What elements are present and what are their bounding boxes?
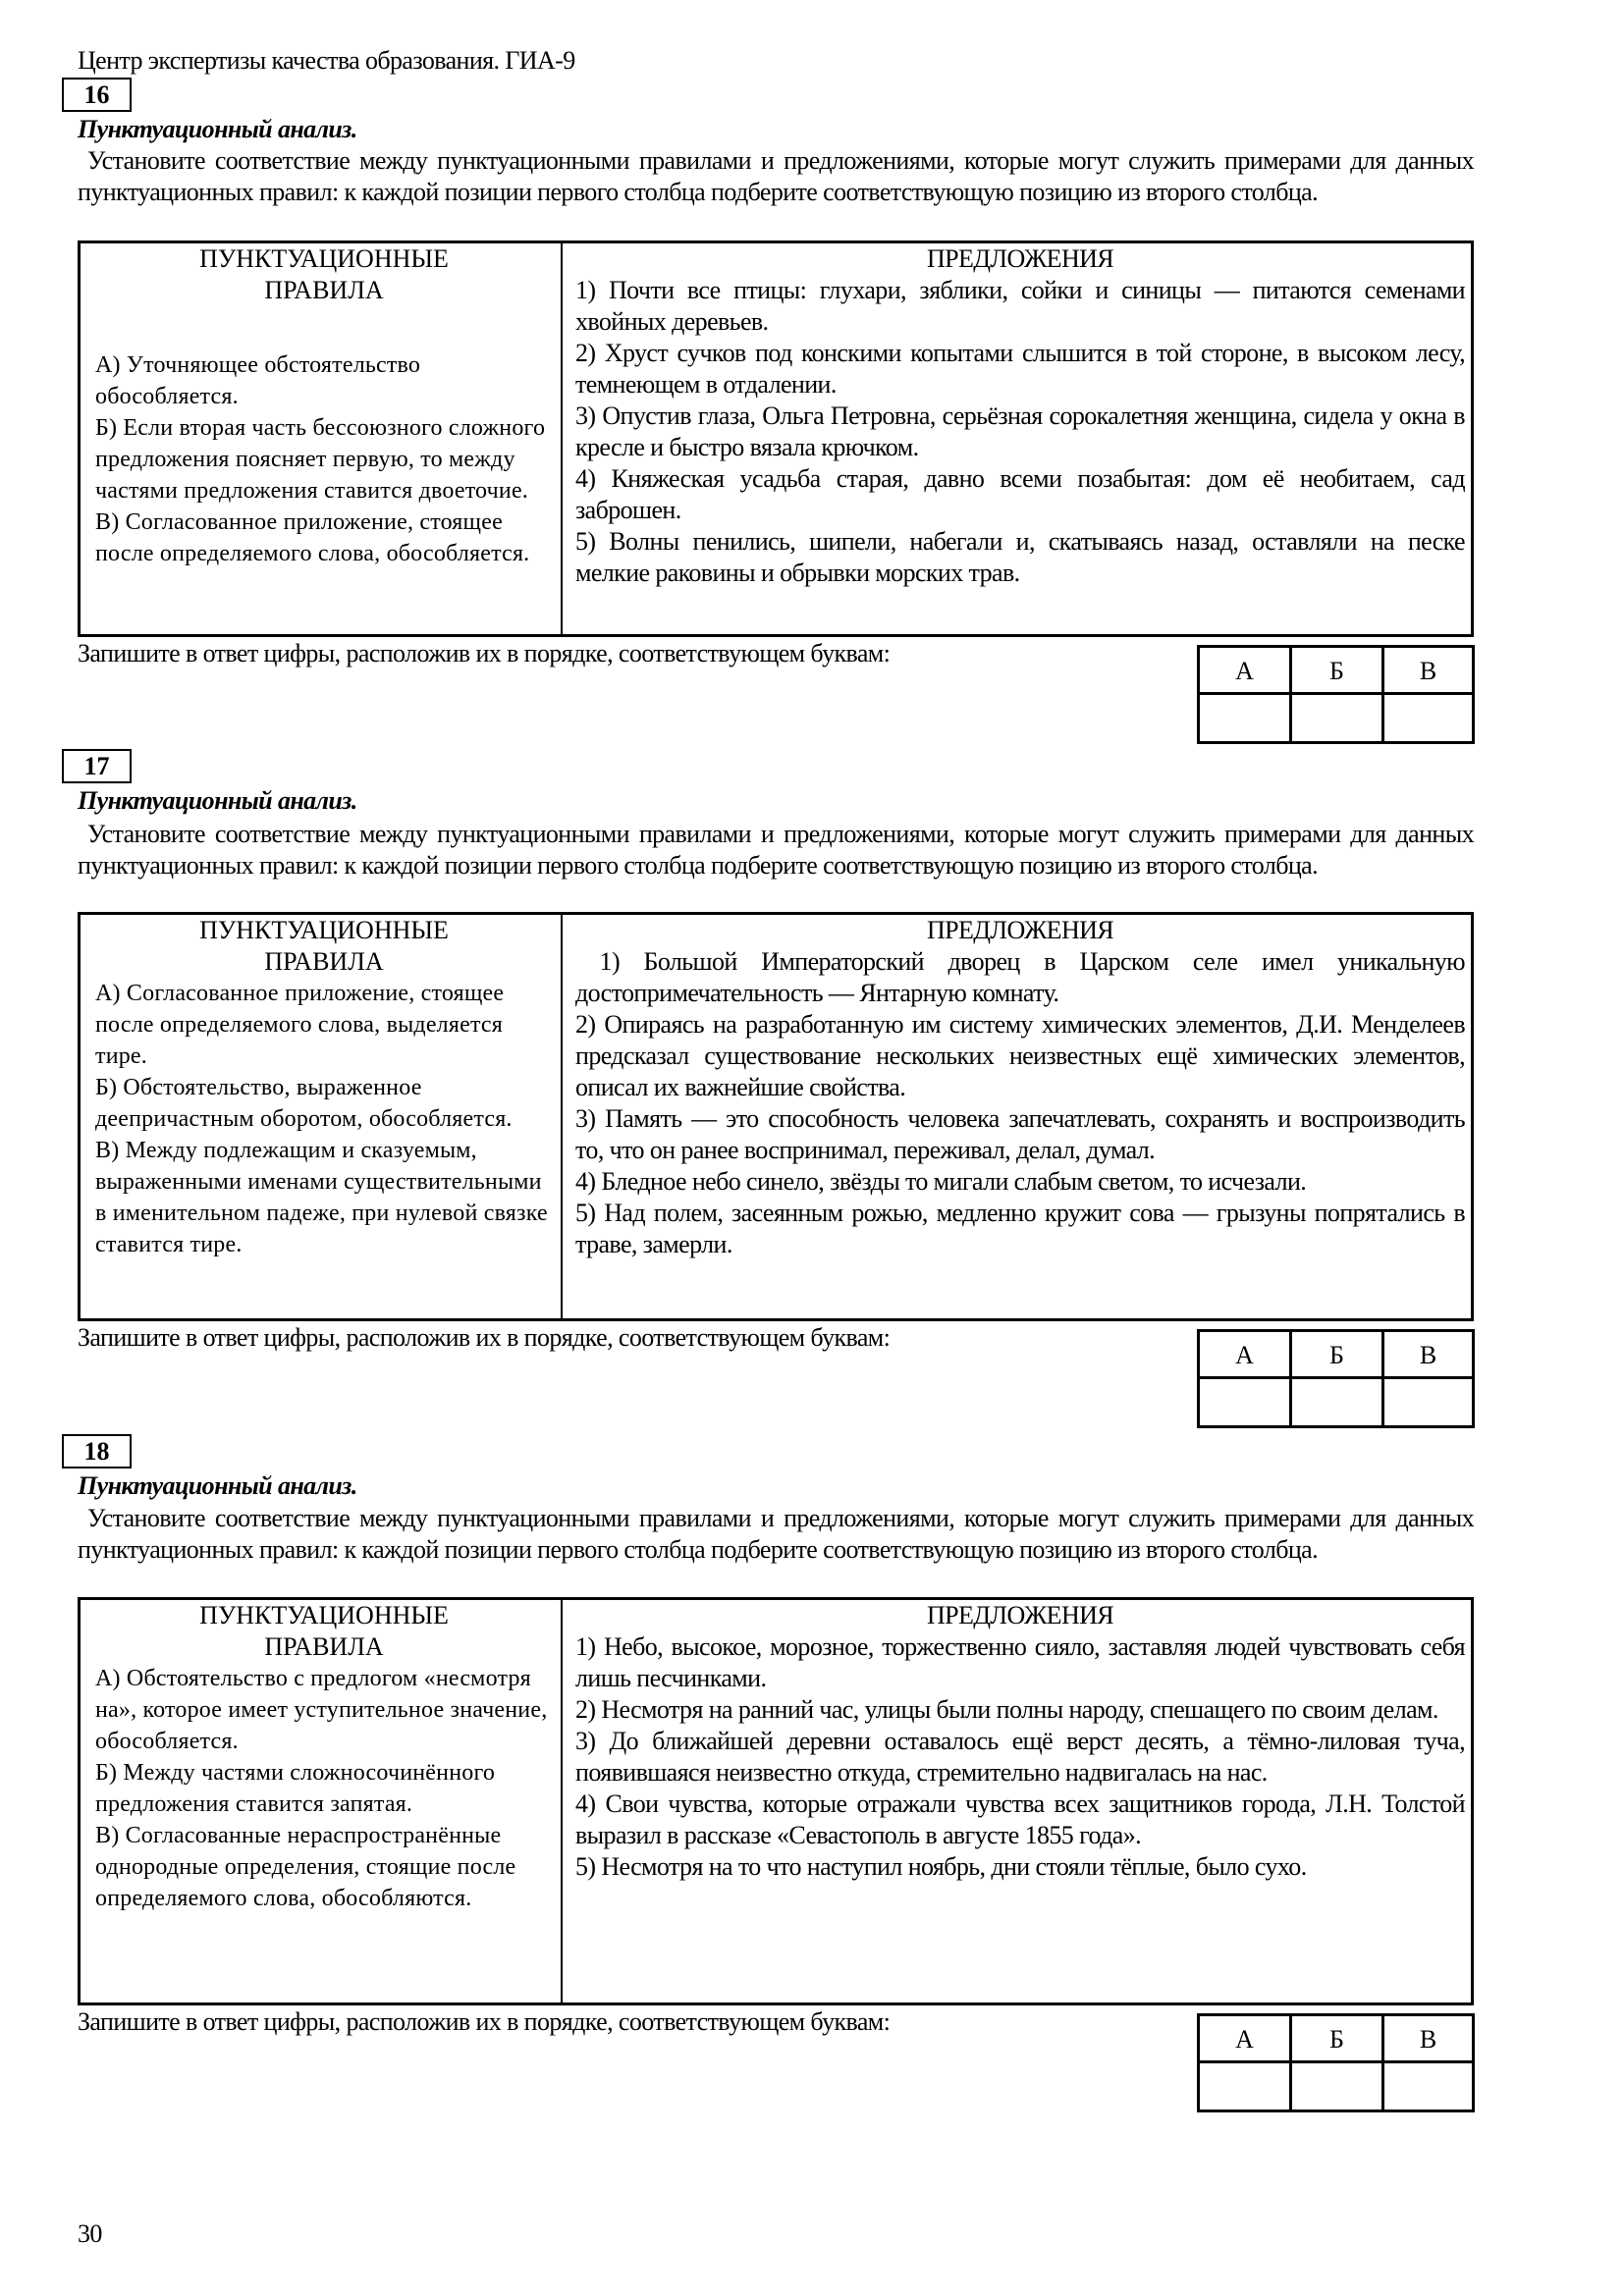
task-instruction: Установите соответствие между пунктуационными правилами и предложениями, которые могут служить примерами для данных пунктуационных правил: к каждой позиции первого столбца подберите соответствующую позицию из второго столбца. <box>78 820 1480 880</box>
matching-table <box>78 1597 1474 2005</box>
answer-prompt: Запишите в ответ цифры, расположив их в порядке, соответствующем буквам: <box>78 1323 891 1352</box>
sentences-column-header: ПРЕДЛОЖЕНИЯ <box>926 916 1114 944</box>
rules-column-header: ПУНКТУАЦИОННЫЕ ПРАВИЛА <box>199 244 449 304</box>
answer-input-b[interactable] <box>1292 695 1384 741</box>
answer-input-a[interactable] <box>1200 695 1292 741</box>
answer-letter-b: Б <box>1292 2016 1384 2063</box>
sentence-item: 5) Над полем, засеянным рожью, медленно кружит сова — грызуны попрятались в траве, замерли. <box>575 1199 1465 1258</box>
rules-column-header: ПУНКТУАЦИОННЫЕ ПРАВИЛА <box>199 916 449 976</box>
answer-prompt: Запишите в ответ цифры, расположив их в порядке, соответствующем буквам: <box>78 2007 891 2036</box>
matching-table <box>78 912 1474 1321</box>
rules-column-header: ПУНКТУАЦИОННЫЕ ПРАВИЛА <box>199 1601 449 1661</box>
page-number: 30 <box>78 2219 102 2248</box>
answer-input-v[interactable] <box>1384 695 1472 741</box>
sentence-item: 1) Небо, высокое, морозное, торжественно сияло, заставляя людей чувствовать себя лишь песчинками. <box>575 1632 1465 1692</box>
answer-grid <box>1197 1329 1475 1428</box>
sentences-list <box>575 275 1465 589</box>
task-title: Пунктуационный анализ. <box>78 786 357 815</box>
sentence-item: 3) До ближайшей деревни оставалось ещё верст десять, а тёмно-лиловая туча, появившаяся неизвестно откуда, стремительно надвигалась на нас. <box>575 1727 1465 1787</box>
answer-letter-a: А <box>1200 1332 1292 1379</box>
answer-grid <box>1197 645 1475 744</box>
sentences-column <box>563 915 1471 1318</box>
rule-item: А) Согласованное приложение, стоящее после определяемого слова, выделяется тире. <box>95 981 505 1069</box>
page-header: Центр экспертизы качества образования. ГИА-9 <box>78 46 575 75</box>
answer-letter-b: Б <box>1292 648 1384 695</box>
task-number-17: 17 <box>62 749 132 783</box>
sentences-list <box>575 1631 1465 1883</box>
rules-list <box>95 978 553 1260</box>
sentence-item: 4) Княжеская усадьба старая, давно всеми позабытая: дом её необитаем, сад заброшен. <box>575 464 1465 524</box>
sentence-item: 5) Несмотря на то что наступил ноябрь, дни стояли тёплые, было сухо. <box>575 1852 1307 1881</box>
sentence-item: 2) Несмотря на ранний час, улицы были полны народу, спешащего по своим делам. <box>575 1695 1438 1724</box>
answer-prompt: Запишите в ответ цифры, расположив их в порядке, соответствующем буквам: <box>78 639 891 667</box>
task-number-18: 18 <box>62 1434 132 1468</box>
task-number-16: 16 <box>62 78 132 112</box>
answer-letter-v: В <box>1384 648 1472 695</box>
sentence-item: 2) Опираясь на разработанную им систему химических элементов, Д.И. Менделеев предсказал существование нескольких неизвестных ещё химических элементов, описал их важнейшие свойства. <box>575 1010 1465 1101</box>
task-title: Пунктуационный анализ. <box>78 1471 357 1500</box>
matching-table <box>78 240 1474 637</box>
sentences-column <box>563 1600 1471 2002</box>
answer-letter-v: В <box>1384 2016 1472 2063</box>
sentence-item: 2) Хруст сучков под конскими копытами слышится в той стороне, в высоком лесу, темнеющем в отдалении. <box>575 339 1465 399</box>
rule-item: Б) Обстоятельство, выраженное деепричастным оборотом, обособляется. <box>95 1075 513 1132</box>
sentences-column <box>563 243 1471 634</box>
rule-item: В) Между подлежащим и сказуемым, выраженными именами существительными в именительном падеже, при нулевой связке ставится тире. <box>95 1138 548 1257</box>
answer-input-a[interactable] <box>1200 1379 1292 1425</box>
rule-item: А) Уточняющее обстоятельство обособляется. <box>95 352 421 409</box>
task-instruction: Установите соответствие между пунктуационными правилами и предложениями, которые могут служить примерами для данных пунктуационных правил: к каждой позиции первого столбца подберите соответствующую позицию из второго столбца. <box>78 1504 1480 1564</box>
answer-input-v[interactable] <box>1384 2063 1472 2109</box>
sentence-item: 3) Опустив глаза, Ольга Петровна, серьёзная сорокалетняя женщина, сидела у окна в кресле и быстро вязала крючком. <box>575 401 1465 461</box>
answer-letter-a: А <box>1200 648 1292 695</box>
rules-column <box>81 243 563 634</box>
sentence-item: 4) Бледное небо синело, звёзды то мигали слабым светом, то исчезали. <box>575 1167 1307 1196</box>
sentence-item: 3) Память — это способность человека запечатлевать, сохранять и воспроизводить то, что он ранее воспринимал, переживал, делал, думал. <box>575 1104 1465 1164</box>
rule-item: В) Согласованное приложение, стоящее после определяемого слова, обособляется. <box>95 509 530 566</box>
rules-list <box>95 349 553 569</box>
sentence-item: 1) Почти все птицы: глухари, зяблики, сойки и синицы — питаются семенами хвойных деревьев. <box>575 276 1465 336</box>
sentence-item: 1) Большой Императорский дворец в Царском селе имел уникальную достопримечательность — Янтарную комнату. <box>575 947 1471 1007</box>
sentences-list <box>575 946 1471 1260</box>
rules-list <box>95 1663 553 1914</box>
answer-input-b[interactable] <box>1292 2063 1384 2109</box>
rule-item: А) Обстоятельство с предлогом «несмотря на», которое имеет уступительное значение, обособляется. <box>95 1666 548 1754</box>
answer-input-b[interactable] <box>1292 1379 1384 1425</box>
task-instruction: Установите соответствие между пунктуационными правилами и предложениями, которые могут служить примерами для данных пунктуационных правил: к каждой позиции первого столбца подберите соответствующую позицию из второго столбца. <box>78 146 1480 206</box>
answer-letter-a: А <box>1200 2016 1292 2063</box>
answer-grid <box>1197 2013 1475 2112</box>
rule-item: Б) Между частями сложносочинённого предложения ставится запятая. <box>95 1760 496 1817</box>
sentence-item: 5) Волны пенились, шипели, набегали и, скатываясь назад, оставляли на песке мелкие раковины и обрывки морских трав. <box>575 527 1465 587</box>
task-title: Пунктуационный анализ. <box>78 115 357 143</box>
answer-input-a[interactable] <box>1200 2063 1292 2109</box>
sentences-column-header: ПРЕДЛОЖЕНИЯ <box>926 244 1114 273</box>
rules-column <box>81 1600 563 2002</box>
rules-column <box>81 915 563 1318</box>
answer-letter-v: В <box>1384 1332 1472 1379</box>
sentence-item: 4) Свои чувства, которые отражали чувства всех защитников города, Л.Н. Толстой выразил в рассказе «Севастополь в августе 1855 года». <box>575 1789 1465 1849</box>
sentences-column-header: ПРЕДЛОЖЕНИЯ <box>926 1601 1114 1629</box>
rule-item: Б) Если вторая часть бессоюзного сложного предложения поясняет первую, то между частями предложения ставится двоеточие. <box>95 415 546 504</box>
rule-item: В) Согласованные нераспространённые однородные определения, стоящие после определяемого слова, обособляются. <box>95 1823 516 1911</box>
answer-letter-b: Б <box>1292 1332 1384 1379</box>
answer-input-v[interactable] <box>1384 1379 1472 1425</box>
